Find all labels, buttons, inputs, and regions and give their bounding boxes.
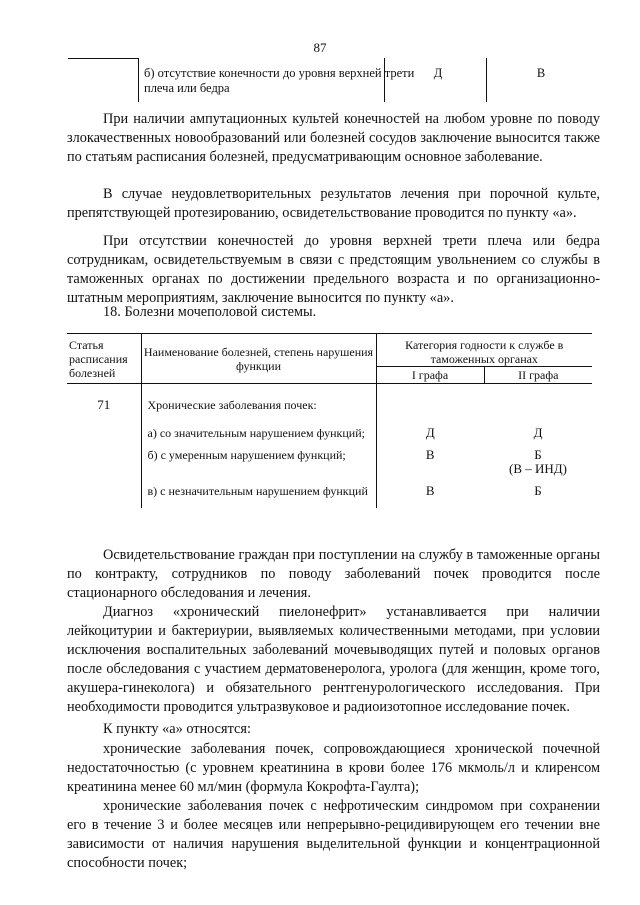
- disease-table: [67, 333, 592, 508]
- row-text: в) с незначительным нарушением функций: [141, 484, 376, 498]
- table-divider: [138, 58, 139, 102]
- page-number: 87: [313, 40, 327, 55]
- row-grade-1: В: [425, 483, 435, 498]
- row-grade-2: Д: [533, 425, 543, 440]
- row-grade-2: [484, 448, 592, 476]
- row-text: а) со значительным нарушением функций;: [141, 426, 376, 440]
- row-text: б) с умеренным нарушением функций;: [141, 448, 376, 476]
- section-heading: 18. Болезни мочеполовой системы.: [103, 304, 317, 320]
- continued-table: [68, 58, 590, 102]
- table-cell-grade-1: Д: [433, 66, 443, 80]
- table-cell-grade-2: В: [536, 66, 546, 80]
- paragraph: Освидетельствование граждан при поступлении на службу в таможенные органы по контракту, сотрудников по поводу заболеваний почек проводится после стационарного обследования и лечения.: [67, 547, 600, 601]
- header-name: Наименование болезней, степень нарушения функции: [141, 334, 376, 384]
- row-grade-2-value: Б: [534, 447, 542, 462]
- paragraph: К пункту «а» относятся:: [103, 721, 251, 737]
- paragraph: Диагноз «хронический пиелонефрит» устанавливается при наличии лейкоцитурии и бактериурии, выявляемых количественными методами, при условии исключения воспалительных заболеваний мочевыводящих путей и половых органов после обследования с участием дерматовенеролога, уролога (для женщин, кроме того, акушера-гинеколога) и обязательного рентгенурологического исследования. При необходимости проводится ультразвуковое и радиоизотопное исследование почек.: [67, 604, 600, 715]
- table-row: [67, 448, 592, 476]
- paragraph: При наличии ампутационных культей конечностей на любом уровне по поводу злокачественных новообразований или болезней сосудов заключение выносится также по статьям расписания болезней, предусматривающим основное заболевание.: [67, 111, 600, 165]
- table-rule: [68, 58, 138, 59]
- paragraph: При отсутствии конечностей до уровня верхней трети плеча или бедра сотрудникам, освидетельствуемым в связи с предстоящим увольнением со службы в таможенных органах по достижении предельного возраста и по организационно-штатным мероприятиям, заключение выносится по пункту «а».: [67, 233, 600, 306]
- row-grade-1: Д: [425, 425, 435, 440]
- row-grade-2-note: (В – ИНД): [509, 461, 567, 476]
- header-graf-2: II графа: [484, 367, 592, 384]
- paragraph: хронические заболевания почек, сопровождающиеся хронической почечной недостаточностью (с уровнем креатинина в крови более 176 мкмоль/л и клиренсом креатинина менее 60 мл/мин (формула Кокрофта-Гаулта);: [67, 741, 600, 795]
- header-graf-1: I графа: [376, 367, 484, 384]
- header-article: Статья расписания болезней: [67, 334, 141, 384]
- row-grade-1: В: [425, 447, 435, 462]
- article-number: 71: [97, 397, 111, 412]
- paragraph: хронические заболевания почек с нефротическим синдромом при сохранении его в течение 3 и более месяцев или непрерывно-рецидивирующем его течении вне зависимости от наличия нарушения выделительной функции и концентрационной способности почек;: [67, 798, 600, 871]
- table-cell-item: б) отсутствие конечности до уровня верхней трети плеча или бедра: [144, 66, 415, 95]
- table-row: [67, 484, 592, 498]
- disease-title: Хронические заболевания почек:: [141, 384, 376, 427]
- table-row: [67, 426, 592, 440]
- header-category: Категория годности к службе в таможенных органах: [376, 334, 592, 367]
- paragraph: В случае неудовлетворительных результатов лечения при порочной культе, препятствующей протезированию, освидетельствование проводится по пункту «а».: [67, 186, 600, 221]
- row-grade-2: Б: [534, 483, 542, 498]
